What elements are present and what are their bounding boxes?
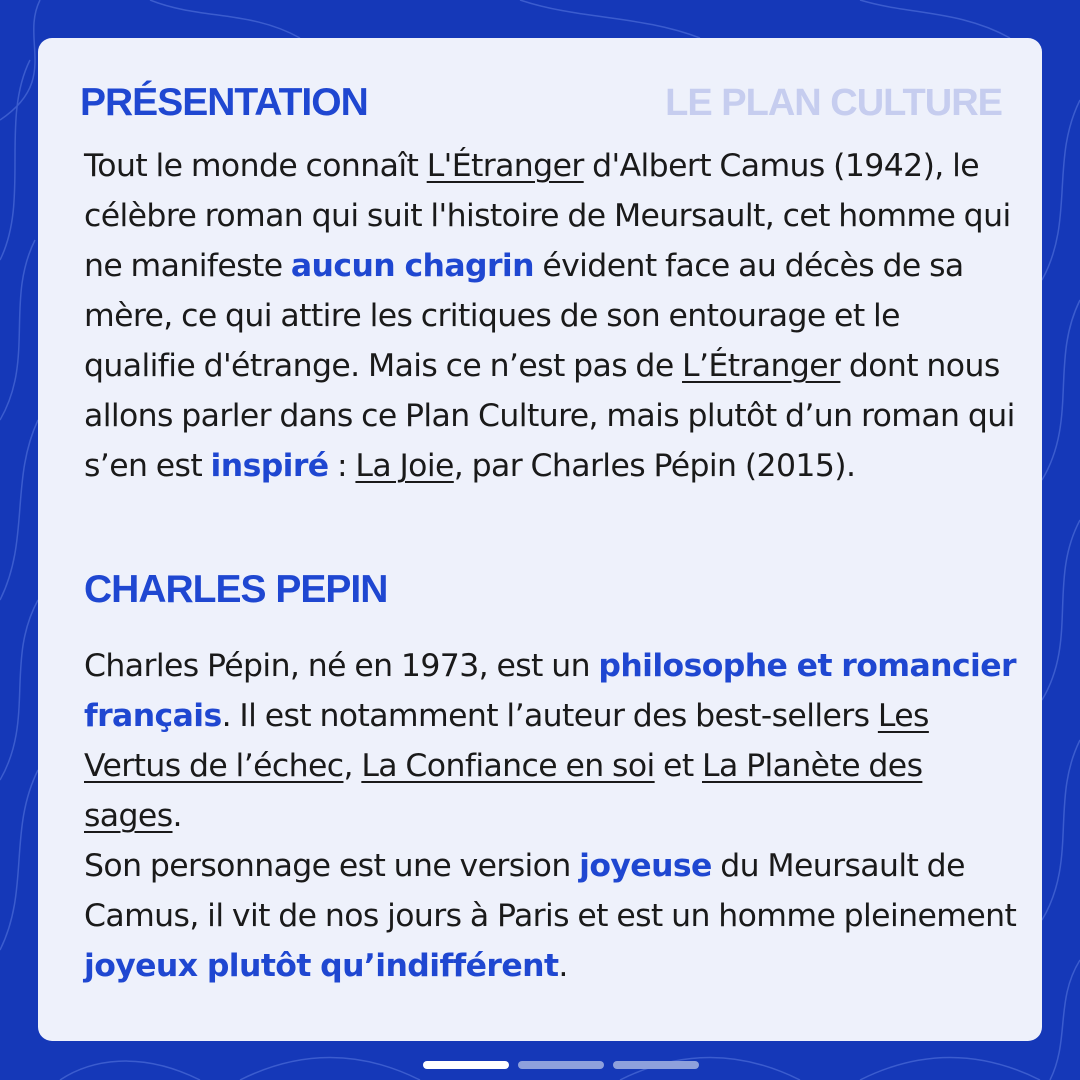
text-run: . Il est notamment l’auteur des best-sellers (221, 698, 878, 734)
text-run: , (343, 748, 362, 784)
highlighted-text: aucun chagrin (290, 248, 534, 284)
book-title: La Confiance en soi (361, 748, 655, 784)
biography-paragraph (84, 641, 1019, 991)
content-card (38, 38, 1042, 1041)
highlighted-text: philosophe et romancier français (84, 648, 1016, 734)
text-run: évident face au décès de sa mère, ce qui attire les critiques de son entourage et le qualifie d'étrange. Mais ce n’est pas de (84, 248, 964, 384)
highlighted-text: inspiré (210, 448, 329, 484)
highlighted-text: joyeux plutôt qu’indifférent (84, 948, 559, 984)
highlighted-text: joyeuse (579, 848, 712, 884)
book-title: L'Étranger (426, 148, 584, 184)
text-run: . (172, 798, 182, 834)
text-run: Charles Pépin, né en 1973, est un (84, 648, 599, 684)
text-run: : (328, 448, 356, 484)
book-title: La Planète des sages (84, 748, 923, 834)
brand-label: LE PLAN CULTURE (665, 82, 1002, 124)
text-run: Son personnage est une version (84, 848, 580, 884)
book-title: L’Étranger (682, 348, 841, 384)
section-title-presentation: PRÉSENTATION (80, 81, 368, 124)
book-title: La Joie (355, 448, 454, 484)
text-run: Tout le monde connaît (84, 148, 427, 184)
text-run: et (654, 748, 702, 784)
text-run: du Meursault de Camus, il vit de nos jours à Paris et est un homme pleinement (84, 848, 1017, 934)
text-run: d'Albert Camus (1942), le célèbre roman qui suit l'histoire de Meursault, cet homme qui ne manifeste (84, 148, 1011, 284)
book-title: Les Vertus de l’échec (84, 698, 929, 784)
text-run: dont nous allons parler dans ce Plan Culture, mais plutôt d’un roman qui s’en est (84, 348, 1015, 484)
page-dot[interactable] (518, 1061, 604, 1069)
section-title-charles-pepin: CHARLES PEPIN (84, 568, 388, 611)
text-run: , par Charles Pépin (2015). (453, 448, 856, 484)
page-dot-active[interactable] (423, 1061, 509, 1069)
page-dot[interactable] (613, 1061, 699, 1069)
text-run: . (558, 948, 568, 984)
presentation-paragraph (84, 141, 1019, 491)
